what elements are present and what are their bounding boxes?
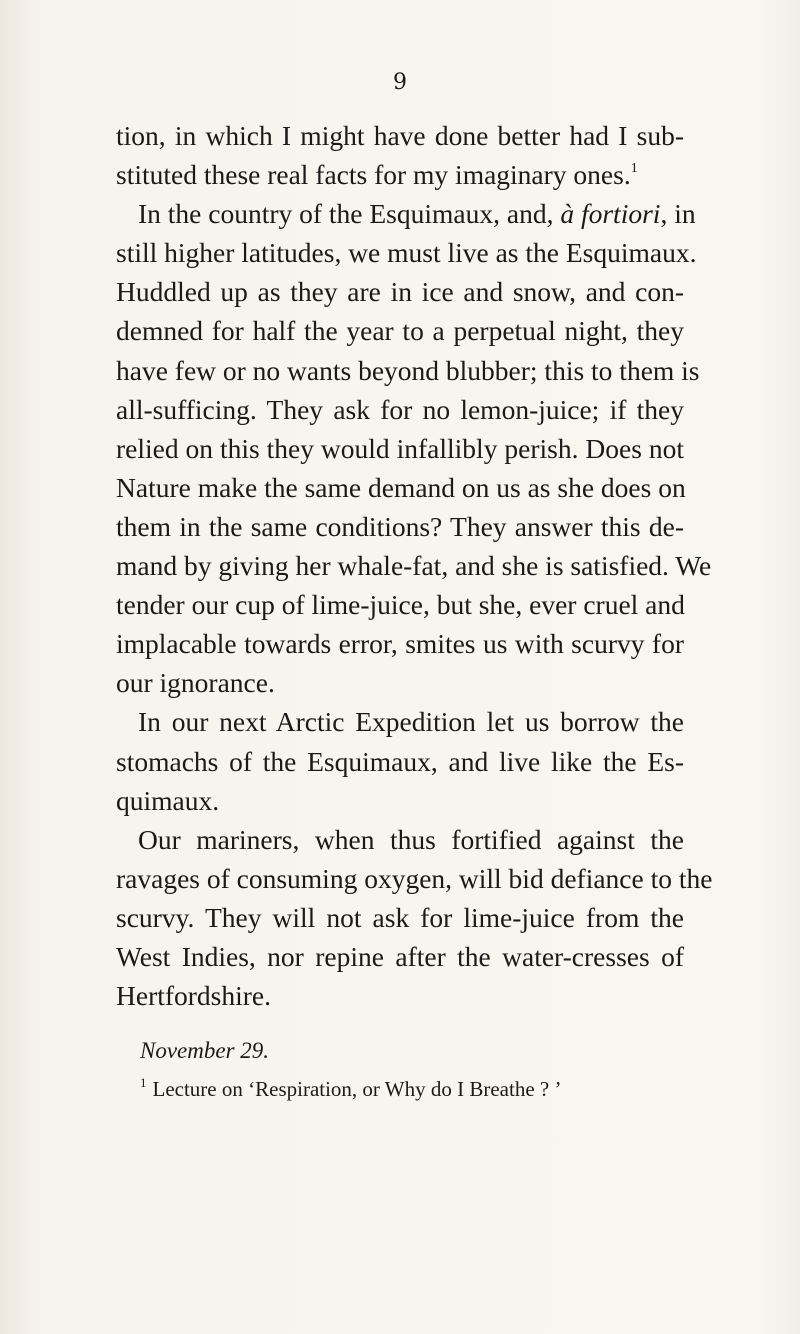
text-line: implacable towards error, smites us with scurvy for: [116, 628, 684, 660]
text-line: Nature make the same demand on us as she does on: [116, 471, 686, 503]
text-line: scurvy. They will not ask for lime-juice from the: [116, 901, 684, 933]
footnote: [140, 1075, 561, 1102]
footnote-mark: 1: [140, 1075, 147, 1090]
body-text: [116, 116, 713, 1015]
text-line: In our next Arctic Expedition let us borrow the: [138, 706, 684, 738]
text-line: West Indies, nor repine after the water-cresses of: [116, 940, 684, 972]
italic-phrase: à fortiori: [560, 198, 661, 230]
text-line: Our mariners, when thus fortified against the: [138, 823, 684, 855]
text-line: ravages of consuming oxygen, will bid defiance to the: [116, 862, 713, 894]
text-line: Hertfordshire.: [116, 980, 272, 1012]
text-line: relied on this they would infallibly perish. Does not: [116, 432, 684, 464]
text-line: all-sufficing. They ask for no lemon-juice; if they: [116, 393, 684, 425]
text-line: mand by giving her whale-fat, and she is satisfied. We: [116, 550, 712, 582]
page-number: 9: [393, 70, 407, 95]
text-line: still higher latitudes, we must live as the Esquimaux.: [116, 237, 697, 269]
text-line: In the country of the Esquimaux, and, à fortiori, in: [138, 198, 696, 230]
text-line: Huddled up as they are in ice and snow, and con-: [116, 276, 684, 308]
text-line: demned for half the year to a perpetual night, they: [116, 315, 684, 347]
text-line: stomachs of the Esquimaux, and live like the Es-: [116, 745, 684, 777]
footnote-text: Lecture on ‘Respiration, or Why do I Breathe ? ’: [152, 1077, 562, 1101]
footnote-reference: 1: [630, 161, 638, 177]
text-line: have few or no wants beyond blubber; this to them is: [116, 354, 700, 386]
text-line: stituted these real facts for my imaginary ones.$^1$: [116, 159, 638, 191]
text-line: our ignorance.: [116, 667, 275, 699]
text-line: tender our cup of lime-juice, but she, ever cruel and: [116, 589, 685, 621]
text-line: quimaux.: [116, 784, 220, 816]
text-line: tion, in which I might have done better had I sub-: [116, 120, 684, 151]
text-line: them in the same conditions? They answer this de-: [116, 510, 684, 542]
dateline: November 29.: [140, 1038, 270, 1063]
